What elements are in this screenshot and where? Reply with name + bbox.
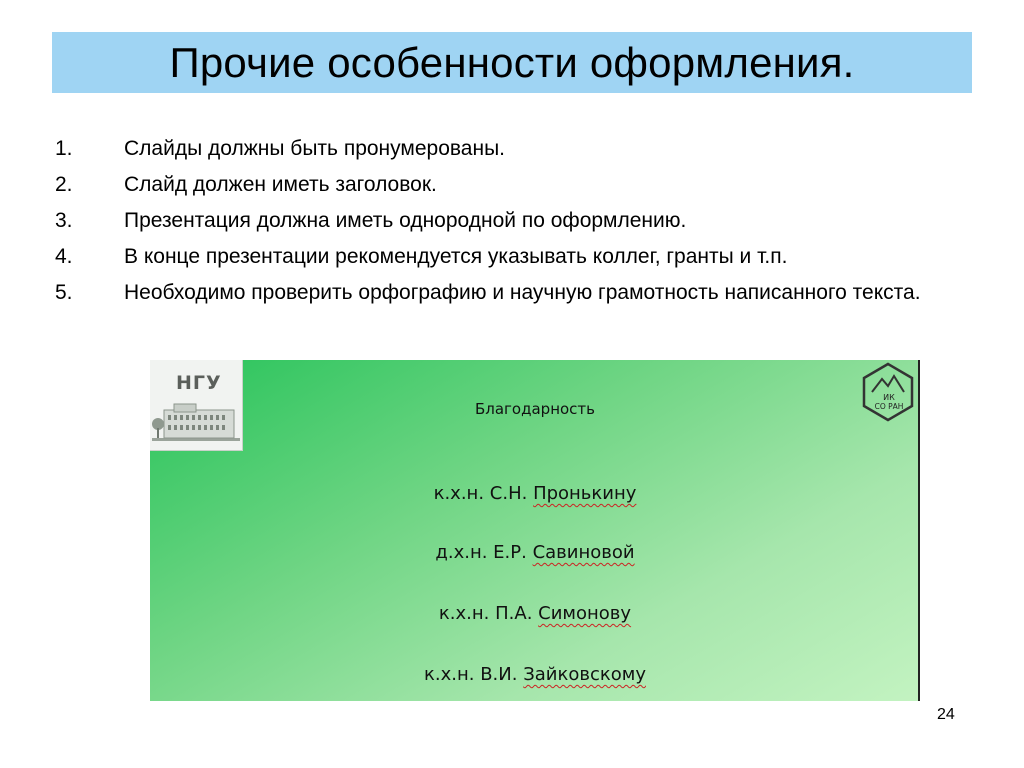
list-item-number: 1.	[55, 137, 73, 160]
thanks-line	[150, 542, 920, 563]
list-item-number: 4.	[55, 245, 73, 268]
thanks-line	[150, 483, 920, 504]
list-item	[55, 170, 975, 199]
title-bar	[52, 32, 972, 93]
list-item	[55, 278, 975, 307]
ngu-logo-text: НГУ	[176, 372, 222, 394]
academic-title: к.х.н.	[424, 664, 475, 685]
slide-title: Прочие особенности оформления.	[169, 38, 855, 86]
thanks-line	[150, 664, 920, 685]
initials: Е.Р.	[493, 542, 527, 563]
surname: Савиновой	[532, 542, 635, 563]
list-item-text: Необходимо проверить орфографию и научную грамотность написанного текста.	[124, 281, 921, 304]
icsoran-logo-line-1: ИК	[883, 393, 895, 402]
list-item	[55, 242, 975, 271]
initials: В.И.	[480, 664, 518, 685]
academic-title: д.х.н.	[435, 542, 488, 563]
list-item-text: Слайд должен иметь заголовок.	[124, 173, 437, 196]
list-item-number: 2.	[55, 173, 73, 196]
embedded-slide-image	[150, 360, 920, 701]
icsoran-logo-line-2: СО РАН	[874, 402, 904, 411]
list-item-number: 5.	[55, 281, 73, 304]
list-item	[55, 134, 975, 163]
list-item-text: Презентация должна иметь однородной по оформлению.	[124, 209, 687, 232]
surname: Симонову	[538, 603, 632, 624]
list-item-text: В конце презентации рекомендуется указывать коллег, гранты и т.п.	[124, 245, 788, 268]
initials: С.Н.	[489, 483, 528, 504]
list-item-number: 3.	[55, 209, 73, 232]
surname: Зайковскому	[523, 664, 646, 685]
thanks-line	[150, 603, 920, 624]
surname: Пронькину	[533, 483, 637, 504]
numbered-list	[55, 134, 975, 314]
initials: П.А.	[495, 603, 533, 624]
list-item	[55, 206, 975, 235]
academic-title: к.х.н.	[433, 483, 485, 504]
list-item-text: Слайды должны быть пронумерованы.	[124, 137, 506, 160]
thanks-heading: Благодарность	[474, 400, 596, 418]
academic-title: к.х.н.	[438, 603, 490, 624]
page-number: 24	[937, 706, 955, 723]
